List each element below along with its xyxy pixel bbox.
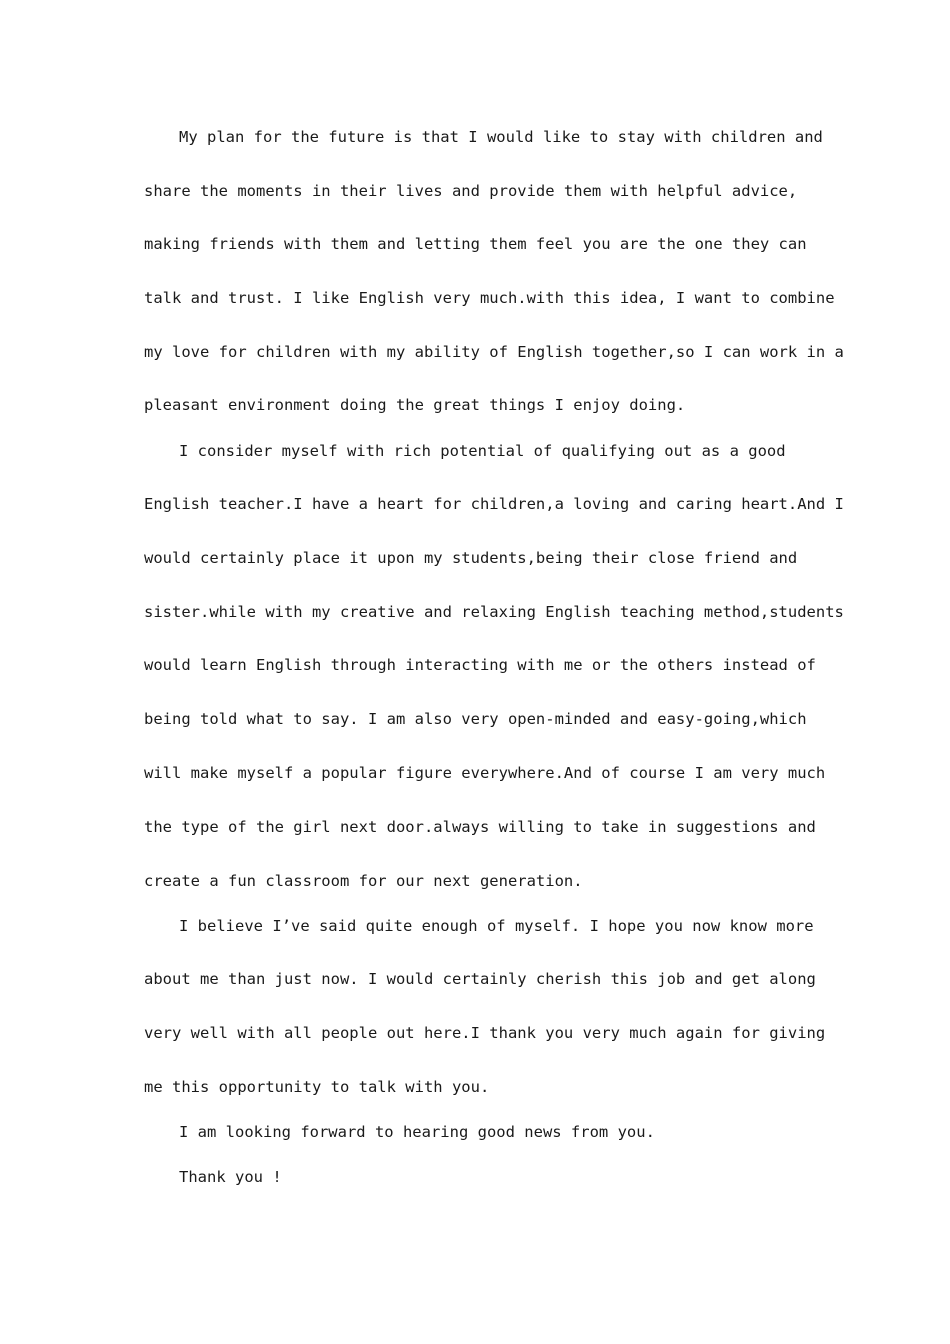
paragraph-1-line-1: My plan for the future is that I would like to stay with children and: [179, 128, 823, 146]
paragraph-2-line-3: would certainly place it upon my students,being their close friend and: [144, 549, 798, 567]
paragraph-3-line-2: about me than just now. I would certainly cherish this job and get along: [144, 970, 816, 988]
paragraph-2-line-4: sister.while with my creative and relaxing English teaching method,students: [144, 603, 844, 621]
paragraph-4-line-1: I am looking forward to hearing good news from you.: [179, 1123, 655, 1141]
paragraph-3-line-1: I believe I’ve said quite enough of myself. I hope you now know more: [179, 917, 814, 935]
paragraph-3-line-4: me this opportunity to talk with you.: [144, 1078, 490, 1096]
paragraph-2-line-7: will make myself a popular figure everywhere.And of course I am very much: [144, 764, 826, 782]
paragraph-1-line-3: making friends with them and letting them feel you are the one they can: [144, 235, 807, 253]
paragraph-1-line-6: pleasant environment doing the great things I enjoy doing.: [144, 396, 686, 414]
paragraph-1-line-2: share the moments in their lives and provide them with helpful advice,: [144, 182, 798, 200]
closing-line: Thank you !: [179, 1168, 282, 1186]
paragraph-2-line-9: create a fun classroom for our next generation.: [144, 872, 583, 890]
paragraph-2-line-6: being told what to say. I am also very open-minded and easy-going,which: [144, 710, 807, 728]
paragraph-2-line-2: English teacher.I have a heart for children,a loving and caring heart.And I: [144, 495, 844, 513]
paragraph-2-line-8: the type of the girl next door.always willing to take in suggestions and: [144, 818, 816, 836]
paragraph-2-line-1: I consider myself with rich potential of qualifying out as a good: [179, 442, 786, 460]
paragraph-1-line-5: my love for children with my ability of English together,so I can work in a: [144, 343, 844, 361]
paragraph-3-line-3: very well with all people out here.I thank you very much again for giving: [144, 1024, 826, 1042]
paragraph-1-line-4: talk and trust. I like English very much.with this idea, I want to combine: [144, 289, 835, 307]
paragraph-2-line-5: would learn English through interacting with me or the others instead of: [144, 656, 816, 674]
